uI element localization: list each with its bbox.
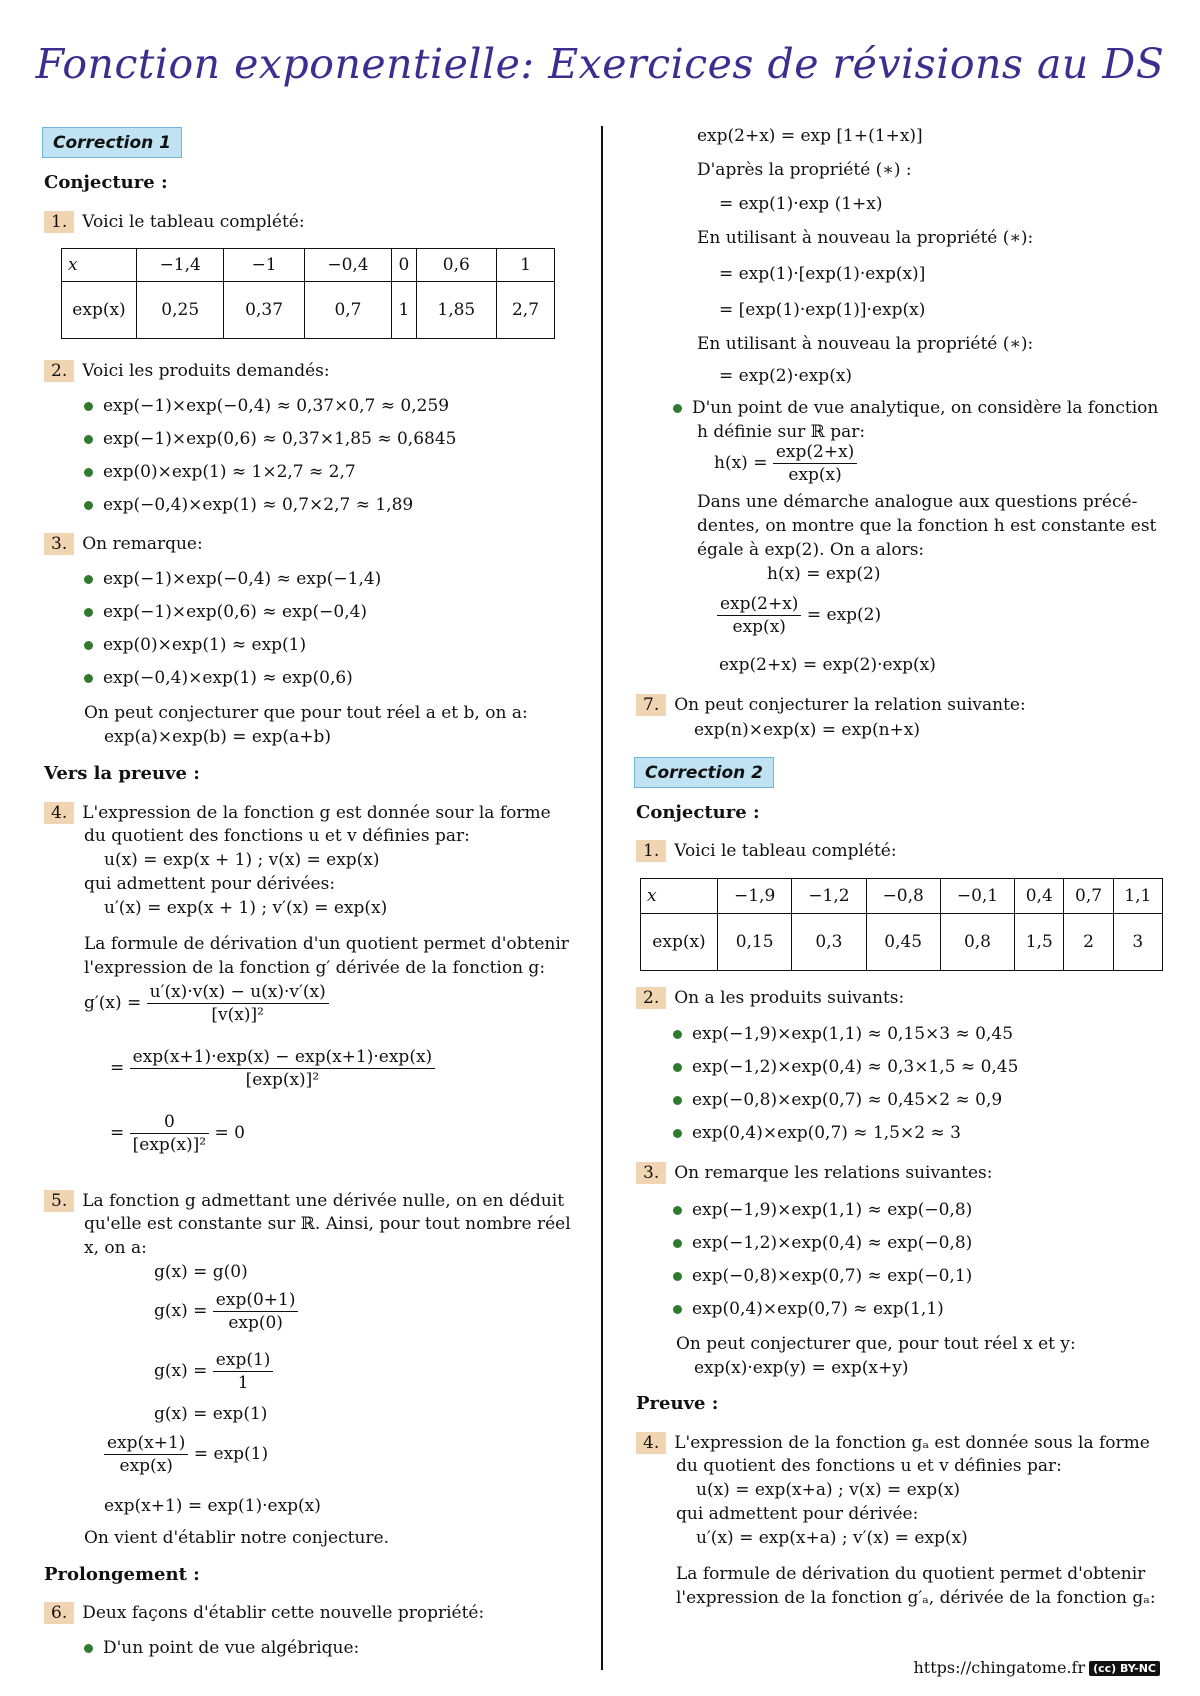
formula-line: g(x) = exp(1) bbox=[154, 1404, 268, 1424]
list-item bbox=[84, 429, 456, 449]
table-cell: 0,37 bbox=[224, 282, 304, 339]
text-line: égale à exp(2). On a alors: bbox=[697, 540, 925, 560]
list-item-text: exp(−0,4)×exp(1) ≈ 0,7×2,7 ≈ 1,89 bbox=[103, 495, 414, 515]
list-item bbox=[84, 569, 381, 589]
list-item-text: D'un point de vue analytique, on considère la fonction bbox=[692, 398, 1159, 418]
q1 bbox=[44, 211, 305, 233]
values-table-1 bbox=[61, 248, 555, 339]
table-cell: 2 bbox=[1064, 914, 1113, 971]
text-line: qu'elle est constante sur ℝ. Ainsi, pour tout nombre réel bbox=[84, 1214, 571, 1234]
table-cell: −1,4 bbox=[137, 249, 224, 282]
derivative-step-1 bbox=[84, 982, 329, 1025]
vers-la-preuve-heading: Vers la preuve : bbox=[44, 763, 200, 784]
column-divider bbox=[601, 126, 603, 1670]
eq-left: g′(x) = bbox=[84, 993, 142, 1013]
formula-line: g(x) = g(0) bbox=[154, 1262, 248, 1282]
list-item-text: exp(−1,9)×exp(1,1) ≈ exp(−0,8) bbox=[692, 1200, 973, 1220]
table-cell: 1,5 bbox=[1015, 914, 1064, 971]
eq-left: g(x) = bbox=[154, 1301, 208, 1321]
text-line: D'après la propriété (∗) : bbox=[697, 160, 912, 180]
formula-line: = exp(2)·exp(x) bbox=[719, 366, 853, 386]
denominator: exp(x) bbox=[119, 1456, 173, 1476]
text-line: x, on a: bbox=[84, 1238, 147, 1258]
table-cell: 3 bbox=[1113, 914, 1162, 971]
denominator: exp(0) bbox=[228, 1313, 283, 1333]
denominator: exp(x) bbox=[732, 617, 786, 637]
fraction bbox=[130, 1112, 209, 1155]
c2-q3-number: 3. bbox=[636, 1162, 666, 1184]
c2-q3-text: On remarque les relations suivantes: bbox=[674, 1163, 993, 1183]
formula-line bbox=[714, 442, 857, 485]
text-line: dentes, on montre que la fonction h est constante est bbox=[697, 516, 1157, 536]
list-item bbox=[84, 462, 356, 482]
table-cell: −1 bbox=[224, 249, 304, 282]
numerator: exp(2+x) bbox=[773, 442, 857, 464]
bullet-icon bbox=[673, 1305, 682, 1314]
numerator: exp(2+x) bbox=[717, 594, 801, 616]
c2-q1 bbox=[636, 840, 897, 862]
list-item bbox=[673, 1299, 944, 1319]
numerator: exp(x+1)·exp(x) − exp(x+1)·exp(x) bbox=[130, 1047, 436, 1069]
bullet-icon bbox=[673, 1030, 682, 1039]
table-1-value-row bbox=[62, 282, 555, 339]
table-cell: 0,15 bbox=[718, 914, 792, 971]
table-cell: exp(x) bbox=[641, 914, 718, 971]
table-cell: −0,1 bbox=[940, 879, 1014, 914]
table-cell: x bbox=[641, 879, 718, 914]
formula-line: exp(n)×exp(x) = exp(n+x) bbox=[694, 720, 920, 740]
derivative-step-3 bbox=[110, 1112, 245, 1155]
conjecture-heading: Conjecture : bbox=[636, 802, 760, 823]
q2 bbox=[44, 360, 330, 382]
list-item bbox=[673, 1200, 972, 1220]
list-item bbox=[673, 1024, 1013, 1044]
table-1-header-row bbox=[62, 249, 555, 282]
bullet-icon bbox=[84, 468, 93, 477]
list-item bbox=[84, 602, 367, 622]
list-item-text: exp(0,4)×exp(0,7) ≈ exp(1,1) bbox=[692, 1299, 944, 1319]
table-cell: −0,8 bbox=[866, 879, 940, 914]
table-2-header-row bbox=[641, 879, 1163, 914]
conjecture-text: On peut conjecturer que, pour tout réel x et y: bbox=[676, 1334, 1076, 1354]
formula-line: exp(2+x) = exp [1+(1+x)] bbox=[697, 126, 923, 146]
denominator: [exp(x)]² bbox=[245, 1070, 320, 1090]
denominator: [exp(x)]² bbox=[132, 1135, 207, 1155]
text-line: l'expression de la fonction g′ dérivée de la fonction g: bbox=[84, 958, 546, 978]
bullet-icon bbox=[673, 1239, 682, 1248]
list-item-text: exp(0,4)×exp(0,7) ≈ 1,5×2 ≈ 3 bbox=[692, 1123, 961, 1143]
formula-line bbox=[154, 1290, 298, 1333]
table-cell: 0,3 bbox=[792, 914, 866, 971]
table-cell: 1 bbox=[392, 282, 416, 339]
table-cell: −0,4 bbox=[304, 249, 391, 282]
eq-left: h(x) = bbox=[714, 453, 768, 473]
list-item-text: exp(0)×exp(1) ≈ exp(1) bbox=[103, 635, 307, 655]
page-title: Fonction exponentielle: Exercices de révisions au DS bbox=[35, 40, 1165, 88]
c2-q3 bbox=[636, 1162, 993, 1184]
eq-right: = 0 bbox=[214, 1123, 245, 1143]
c2-q4-text: L'expression de la fonction gₐ est donnée sous la forme bbox=[674, 1433, 1150, 1453]
q2-number: 2. bbox=[44, 360, 74, 382]
c2-q2 bbox=[636, 987, 904, 1009]
q5-text: La fonction g admettant une dérivée nulle, on en déduit bbox=[82, 1191, 565, 1211]
bullet-icon bbox=[673, 404, 682, 413]
fraction bbox=[147, 982, 329, 1025]
list-item-text: exp(−1)×exp(0,6) ≈ 0,37×1,85 ≈ 0,6845 bbox=[103, 429, 457, 449]
formula-line: exp(2+x) = exp(2)·exp(x) bbox=[719, 655, 936, 675]
text-line: En utilisant à nouveau la propriété (∗): bbox=[697, 334, 1034, 354]
formula-line: u′(x) = exp(x+a) ; v′(x) = exp(x) bbox=[696, 1528, 968, 1548]
footer bbox=[913, 1658, 1160, 1677]
text-line: On vient d'établir notre conjecture. bbox=[84, 1528, 389, 1548]
preuve-heading: Preuve : bbox=[636, 1393, 719, 1414]
table-cell: −1,2 bbox=[792, 879, 866, 914]
q6-text: Deux façons d'établir cette nouvelle propriété: bbox=[82, 1603, 485, 1623]
values-table-2 bbox=[640, 878, 1163, 971]
eq-left: = bbox=[110, 1058, 125, 1078]
c2-q2-number: 2. bbox=[636, 987, 666, 1009]
numerator: exp(1) bbox=[213, 1350, 274, 1372]
c2-q4 bbox=[636, 1432, 1150, 1454]
list-item-text: exp(−1)×exp(−0,4) ≈ exp(−1,4) bbox=[103, 569, 382, 589]
q1-text: Voici le tableau complété: bbox=[82, 212, 305, 232]
text-line: La formule de dérivation d'un quotient permet d'obtenir bbox=[84, 934, 569, 954]
q7 bbox=[636, 694, 1026, 716]
text-line: En utilisant à nouveau la propriété (∗): bbox=[697, 228, 1034, 248]
list-item-text: exp(−1,9)×exp(1,1) ≈ 0,15×3 ≈ 0,45 bbox=[692, 1024, 1014, 1044]
list-item-text: exp(−0,4)×exp(1) ≈ exp(0,6) bbox=[103, 668, 353, 688]
c2-q1-text: Voici le tableau complété: bbox=[674, 841, 897, 861]
eq-right: = exp(1) bbox=[193, 1444, 269, 1464]
formula-line: u(x) = exp(x + 1) ; v(x) = exp(x) bbox=[104, 850, 380, 870]
q3 bbox=[44, 533, 203, 555]
conjecture-heading: Conjecture : bbox=[44, 172, 168, 193]
bullet-icon bbox=[84, 641, 93, 650]
formula-line: u′(x) = exp(x + 1) ; v′(x) = exp(x) bbox=[104, 898, 388, 918]
text-line: l'expression de la fonction g′ₐ, dérivée de la fonction gₐ: bbox=[676, 1588, 1156, 1608]
fraction bbox=[717, 594, 801, 637]
numerator: exp(0+1) bbox=[213, 1290, 299, 1312]
fraction bbox=[213, 1290, 299, 1333]
bullet-icon bbox=[673, 1096, 682, 1105]
bullet-icon bbox=[84, 1644, 93, 1653]
list-item bbox=[673, 1057, 1018, 1077]
q3-number: 3. bbox=[44, 533, 74, 555]
q1-number: 1. bbox=[44, 211, 74, 233]
q4-number: 4. bbox=[44, 802, 74, 824]
numerator: 0 bbox=[130, 1112, 209, 1134]
list-item bbox=[84, 635, 306, 655]
text-line: Dans une démarche analogue aux questions précé- bbox=[697, 492, 1138, 512]
correction-2-label: Correction 2 bbox=[634, 757, 774, 788]
table-cell: 1 bbox=[496, 249, 554, 282]
text-line: du quotient des fonctions u et v définies par: bbox=[84, 826, 470, 846]
table-2-value-row bbox=[641, 914, 1163, 971]
bullet-icon bbox=[84, 674, 93, 683]
c2-q1-number: 1. bbox=[636, 840, 666, 862]
bullet-icon bbox=[84, 435, 93, 444]
list-item-text: exp(0)×exp(1) ≈ 1×2,7 ≈ 2,7 bbox=[103, 462, 356, 482]
list-item-text: exp(−1,2)×exp(0,4) ≈ exp(−0,8) bbox=[692, 1233, 973, 1253]
bullet-icon bbox=[84, 575, 93, 584]
denominator: 1 bbox=[237, 1373, 249, 1393]
table-cell: 0,4 bbox=[1015, 879, 1064, 914]
table-cell: 0 bbox=[392, 249, 416, 282]
table-cell: 0,7 bbox=[304, 282, 391, 339]
table-cell: 2,7 bbox=[496, 282, 554, 339]
numerator: exp(x+1) bbox=[104, 1433, 188, 1455]
formula-line bbox=[717, 594, 881, 637]
conjecture-formula: exp(a)×exp(b) = exp(a+b) bbox=[104, 727, 331, 747]
fraction bbox=[213, 1350, 274, 1393]
table-cell: exp(x) bbox=[62, 282, 137, 339]
table-cell: −1,9 bbox=[718, 879, 792, 914]
table-cell: 0,45 bbox=[866, 914, 940, 971]
conjecture-text: On peut conjecturer que pour tout réel a et b, on a: bbox=[84, 703, 528, 723]
q5-number: 5. bbox=[44, 1190, 74, 1212]
bullet-icon bbox=[673, 1063, 682, 1072]
formula-line bbox=[104, 1433, 268, 1476]
text-line: h définie sur ℝ par: bbox=[697, 422, 866, 442]
q2-text: Voici les produits demandés: bbox=[82, 361, 330, 381]
eq-left: = bbox=[110, 1123, 125, 1143]
table-cell: 0,6 bbox=[416, 249, 496, 282]
eq-right: = exp(2) bbox=[806, 605, 882, 625]
list-item-text: D'un point de vue algébrique: bbox=[103, 1638, 360, 1658]
q4-text: L'expression de la fonction g est donnée sour la forme bbox=[82, 803, 551, 823]
formula-line: = [exp(1)·exp(1)]·exp(x) bbox=[719, 300, 926, 320]
text-line: La formule de dérivation du quotient permet d'obtenir bbox=[676, 1564, 1146, 1584]
list-item-text: exp(−1,2)×exp(0,4) ≈ 0,3×1,5 ≈ 0,45 bbox=[692, 1057, 1019, 1077]
bullet-icon bbox=[84, 608, 93, 617]
formula-line bbox=[154, 1350, 273, 1393]
q6-number: 6. bbox=[44, 1602, 74, 1624]
list-item-text: exp(−1)×exp(−0,4) ≈ 0,37×0,7 ≈ 0,259 bbox=[103, 396, 450, 416]
fraction bbox=[104, 1433, 188, 1476]
q3-text: On remarque: bbox=[82, 534, 203, 554]
bullet-icon bbox=[673, 1272, 682, 1281]
fraction bbox=[773, 442, 857, 485]
list-item bbox=[84, 1638, 359, 1658]
table-cell: 0,25 bbox=[137, 282, 224, 339]
bullet-icon bbox=[84, 501, 93, 510]
list-item bbox=[673, 1090, 1002, 1110]
formula-line: = exp(1)·[exp(1)·exp(x)] bbox=[719, 264, 926, 284]
list-item bbox=[84, 668, 353, 688]
formula-line: u(x) = exp(x+a) ; v(x) = exp(x) bbox=[696, 1480, 961, 1500]
text-line: qui admettent pour dérivée: bbox=[676, 1504, 919, 1524]
c2-q4-number: 4. bbox=[636, 1432, 666, 1454]
denominator: exp(x) bbox=[788, 465, 842, 485]
list-item-text: exp(−0,8)×exp(0,7) ≈ exp(−0,1) bbox=[692, 1266, 973, 1286]
list-item-text: exp(−0,8)×exp(0,7) ≈ 0,45×2 ≈ 0,9 bbox=[692, 1090, 1003, 1110]
table-cell: 1,85 bbox=[416, 282, 496, 339]
text-line: qui admettent pour dérivées: bbox=[84, 874, 336, 894]
bullet-icon bbox=[673, 1206, 682, 1215]
conjecture-formula: exp(x)·exp(y) = exp(x+y) bbox=[694, 1358, 909, 1378]
denominator: [v(x)]² bbox=[211, 1005, 264, 1025]
list-item bbox=[84, 396, 449, 416]
prolongement-heading: Prolongement : bbox=[44, 1564, 200, 1585]
bullet-icon bbox=[673, 1129, 682, 1138]
table-cell: 0,8 bbox=[940, 914, 1014, 971]
eq-left: g(x) = bbox=[154, 1361, 208, 1381]
q7-text: On peut conjecturer la relation suivante: bbox=[674, 695, 1026, 715]
derivative-step-2 bbox=[110, 1047, 435, 1090]
fraction bbox=[130, 1047, 436, 1090]
numerator: u′(x)·v(x) − u(x)·v′(x) bbox=[147, 982, 329, 1004]
table-cell: 0,7 bbox=[1064, 879, 1113, 914]
q6 bbox=[44, 1602, 484, 1624]
list-item bbox=[673, 1266, 972, 1286]
footer-url[interactable]: https://chingatome.fr bbox=[913, 1658, 1086, 1677]
list-item bbox=[84, 495, 413, 515]
table-cell: 1,1 bbox=[1113, 879, 1162, 914]
table-cell: x bbox=[62, 249, 137, 282]
list-item bbox=[673, 398, 1158, 418]
q5 bbox=[44, 1190, 564, 1212]
correction-1-label: Correction 1 bbox=[42, 127, 182, 158]
formula-line: h(x) = exp(2) bbox=[767, 564, 881, 584]
q4 bbox=[44, 802, 551, 824]
list-item bbox=[673, 1233, 972, 1253]
c2-q2-text: On a les produits suivants: bbox=[674, 988, 905, 1008]
formula-line: exp(x+1) = exp(1)·exp(x) bbox=[104, 1496, 321, 1516]
q7-number: 7. bbox=[636, 694, 666, 716]
license-badge: (cc) BY-NC bbox=[1089, 1661, 1160, 1676]
formula-line: = exp(1)·exp (1+x) bbox=[719, 194, 883, 214]
list-item-text: exp(−1)×exp(0,6) ≈ exp(−0,4) bbox=[103, 602, 368, 622]
bullet-icon bbox=[84, 402, 93, 411]
text-line: du quotient des fonctions u et v définies par: bbox=[676, 1456, 1062, 1476]
list-item bbox=[673, 1123, 961, 1143]
